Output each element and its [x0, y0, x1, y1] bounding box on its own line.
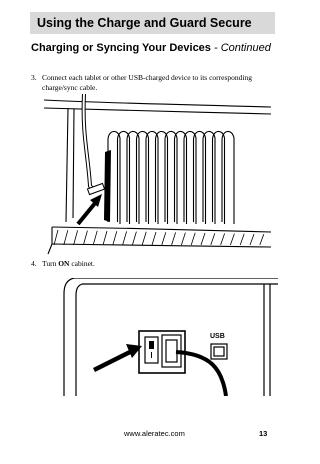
- step-text-before: Turn: [42, 259, 59, 268]
- divider-slot: [184, 131, 196, 224]
- hatch-line: [132, 232, 136, 245]
- page-header-banner: [30, 12, 275, 34]
- step-text-bold: ON: [58, 259, 70, 268]
- tablet-edge: [104, 150, 111, 222]
- hatch-line: [211, 233, 215, 245]
- step-text-after: cabinet.: [69, 259, 95, 268]
- hatch-line: [93, 231, 97, 245]
- page-number: 13: [259, 429, 268, 438]
- section-title-main: Charging or Syncing Your Devices: [31, 42, 211, 54]
- step-3: [31, 73, 271, 93]
- switch-rocker: [149, 341, 154, 349]
- hatch-line: [83, 231, 87, 245]
- hatch-line: [201, 233, 205, 245]
- hatch-line: [123, 231, 127, 245]
- hatch-line: [74, 230, 78, 245]
- figure-power-switch: [60, 278, 278, 396]
- hatch-line: [230, 234, 234, 245]
- divider-slot: [118, 131, 130, 224]
- divider-slot: [175, 131, 187, 224]
- divider-slot: [194, 131, 206, 224]
- hatch-line: [103, 231, 107, 245]
- hatch-line: [152, 232, 156, 245]
- hatch-line: [54, 230, 58, 245]
- divider-slot: [127, 131, 139, 224]
- page-header-title: Using the Charge and Guard Secure: [37, 16, 252, 30]
- usb-label: USB: [210, 333, 225, 340]
- hatch-line: [221, 233, 225, 245]
- divider-slot: [137, 131, 149, 224]
- divider-slot: [165, 131, 177, 224]
- step-number: 4.: [31, 259, 37, 268]
- step-text: Connect each tablet or other USB-charged device to its corresponding charge/sync cable.: [42, 73, 253, 92]
- arrow-shaft: [94, 351, 132, 370]
- step-4: [31, 259, 271, 269]
- step-text: [42, 259, 271, 269]
- hatch-line: [64, 230, 68, 245]
- step-number: 3.: [31, 73, 37, 82]
- divider-slot: [222, 131, 234, 224]
- divider-slots: [108, 131, 234, 224]
- hatch-line: [250, 234, 254, 245]
- section-title: [31, 41, 271, 55]
- section-title-suffix: - Continued: [210, 42, 271, 54]
- hatch-line: [142, 232, 146, 245]
- hatch-line: [162, 232, 166, 245]
- arrow-shaft: [78, 202, 96, 224]
- hatch-line: [260, 234, 264, 245]
- hatch-line: [181, 233, 185, 245]
- divider-slot: [156, 131, 168, 224]
- floor-hatching: [54, 230, 264, 245]
- figure-cables-in-cabinet: [44, 94, 271, 256]
- divider-slot: [213, 131, 225, 224]
- footer-url: www.aleratec.com: [124, 429, 185, 438]
- hatch-line: [240, 234, 244, 245]
- hatch-line: [191, 233, 195, 245]
- divider-slot: [146, 131, 158, 224]
- divider-slot: [203, 131, 215, 224]
- hatch-line: [113, 231, 117, 245]
- hatch-line: [172, 232, 176, 245]
